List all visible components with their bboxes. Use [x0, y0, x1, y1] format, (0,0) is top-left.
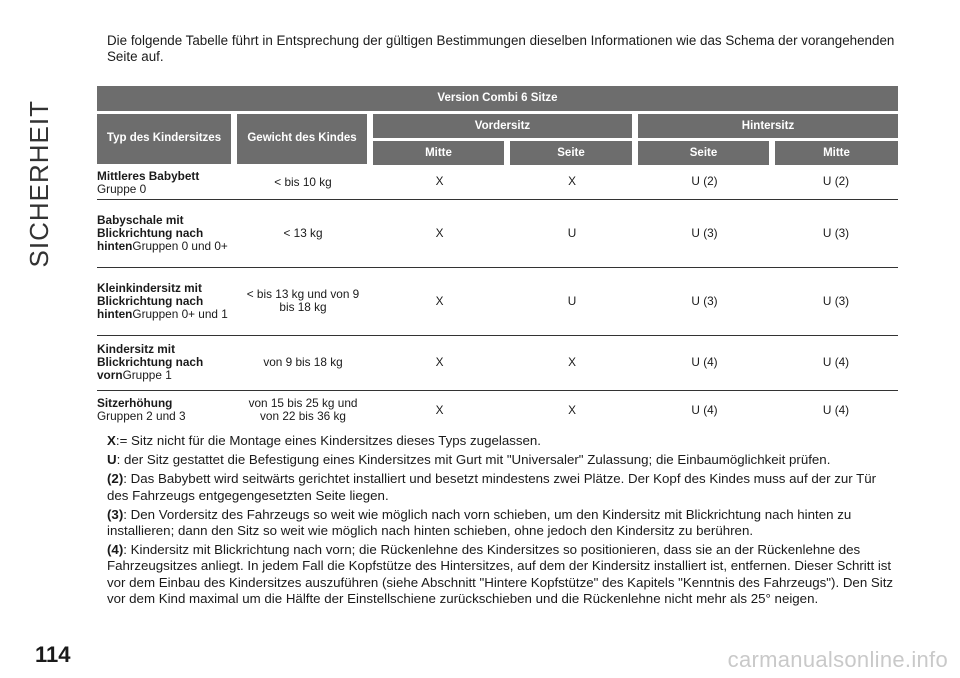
seat-type-cell	[97, 390, 234, 430]
seat-type-name: Kindersitz mit Blickrichtung nach vorn	[97, 342, 204, 382]
note-item	[107, 471, 899, 503]
version-header: Version Combi 6 Sitze	[97, 86, 898, 113]
rear-middle-cell: U (2)	[822, 174, 850, 189]
weight-cell: < bis 13 kg und von 9 bis 18 kg	[234, 267, 370, 335]
front-side-cell: X	[568, 174, 576, 189]
table-header-row	[97, 86, 898, 113]
child-seat-table	[97, 86, 898, 430]
note-key: (3)	[107, 506, 124, 522]
seat-type-cell	[97, 165, 234, 199]
front-middle-cell: X	[370, 199, 507, 267]
section-tab-label: SICHERHEIT	[24, 100, 54, 268]
table-row	[97, 165, 898, 199]
front-side-cell: U	[507, 267, 635, 335]
front-side-cell: X	[507, 335, 635, 390]
rear-middle-cell: U (4)	[772, 390, 898, 430]
seat-type-name: Mittleres Babybett	[97, 168, 200, 183]
watermark: carmanualsonline.info	[727, 647, 948, 672]
header-rear-seat: Hintersitz	[635, 113, 898, 140]
section-tab	[24, 100, 83, 268]
seat-type-name: Babyschale mit Blickrichtung nach hinten	[97, 212, 204, 253]
legend-notes	[107, 433, 899, 610]
note-item	[107, 452, 899, 468]
header-weight: Gewicht des Kindes	[234, 113, 370, 166]
weight-cell: von 9 bis 18 kg	[234, 335, 370, 390]
note-key: (4)	[107, 542, 124, 558]
seat-type-name: Kleinkindersitz mit Blickrichtung nach hinten	[97, 280, 204, 321]
rear-side-cell: U (3)	[635, 199, 772, 267]
seat-group: Gruppe 0	[97, 181, 147, 196]
intro-text: Die folgende Tabelle führt in Entsprechung der gültigen Bestimmungen dieselben Informationen wie das Schema der vorangehenden Seite auf.	[107, 33, 895, 64]
weight-cell: < bis 10 kg	[274, 175, 332, 189]
note-item	[107, 542, 899, 607]
table-row	[97, 390, 898, 430]
note-key: (2)	[107, 471, 124, 487]
seat-type-cell	[97, 267, 234, 335]
table-row	[97, 199, 898, 267]
front-middle-cell: X	[370, 267, 507, 335]
header-front-side: Seite	[507, 140, 635, 166]
table-row	[97, 335, 898, 390]
header-front-seat: Vordersitz	[370, 113, 635, 140]
table-header-row	[97, 113, 898, 140]
weight-cell: < 13 kg	[234, 199, 370, 267]
front-middle-cell: X	[370, 335, 507, 390]
header-type: Typ des Kindersitzes	[97, 113, 234, 166]
page-number: 114	[35, 642, 71, 667]
header-rear-middle: Mitte	[772, 140, 898, 166]
seat-group: Gruppen 2 und 3	[97, 409, 186, 424]
front-side-cell: X	[507, 390, 635, 430]
seat-group: Gruppen 0 und 0+	[132, 238, 228, 253]
front-side-cell: U	[507, 199, 635, 267]
seat-group: Gruppen 0+ und 1	[132, 306, 228, 321]
rear-side-cell: U (2)	[691, 174, 718, 189]
seat-type-name: Sitzerhöhung	[97, 396, 173, 411]
note-item	[107, 507, 899, 539]
note-text: := Sitz nicht für die Montage eines Kindersitzes dieses Typs zugelassen.	[115, 433, 541, 448]
seat-type-cell	[97, 199, 234, 267]
table-row	[97, 267, 898, 335]
front-middle-cell: X	[370, 390, 507, 430]
seat-group: Gruppe 1	[122, 368, 172, 382]
note-item	[107, 433, 899, 449]
weight-cell: von 15 bis 25 kg und von 22 bis 36 kg	[234, 390, 370, 430]
header-rear-side: Seite	[635, 140, 772, 166]
rear-side-cell: U (4)	[635, 335, 772, 390]
seat-type-cell	[97, 335, 234, 390]
header-front-middle: Mitte	[370, 140, 507, 166]
note-text: : der Sitz gestattet die Befestigung eines Kindersitzes mit Gurt mit "Universaler" Zulassung; die Einbaumöglichkeit prüfen.	[116, 452, 831, 468]
rear-side-cell: U (4)	[635, 390, 772, 430]
note-key: U	[107, 452, 117, 468]
note-text: : Kindersitz mit Blickrichtung nach vorn; die Rückenlehne des Kindersitzes so positionieren, dass sie an der Rückenlehne des Fahrzeugsitzes anliegt. In jedem Fall die Kopfstütze des Hintersitzes, auf dem der Kindersitz installiert ist, entfernen. Dieser Schritt ist vor dem Einbau des Kindersitzes auszuführen (siehe Abschnitt "Hintere Kopfstütze" des Kapitels "Kenntnis des Fahrzeugs"). Den Sitz vor dem Kind maximal um die Hälfte der Einstellschiene zurückschieben und die Rückenlehne nicht mehr als 25° neigen.	[107, 542, 894, 606]
note-key: X	[107, 433, 116, 448]
rear-side-cell: U (3)	[635, 267, 772, 335]
rear-middle-cell: U (3)	[772, 199, 898, 267]
note-text: : Den Vordersitz des Fahrzeugs so weit wie möglich nach vorn schieben, um den Kindersitz mit Blickrichtung nach hinten zu installieren; dann den Sitz so weit wie möglich nach hinten schieben, ohne jedoch den Kindersitz zu berühren.	[107, 506, 852, 539]
rear-middle-cell: U (3)	[772, 267, 898, 335]
note-text: : Das Babybett wird seitwärts gerichtet installiert und besetzt mindestens zwei Plätze. Der Kopf des Kindes muss auf der zur Tür des Fahrzeugs entgegengesetzten Seite liegen.	[107, 471, 877, 503]
rear-middle-cell: U (4)	[772, 335, 898, 390]
front-middle-cell: X	[435, 174, 444, 189]
